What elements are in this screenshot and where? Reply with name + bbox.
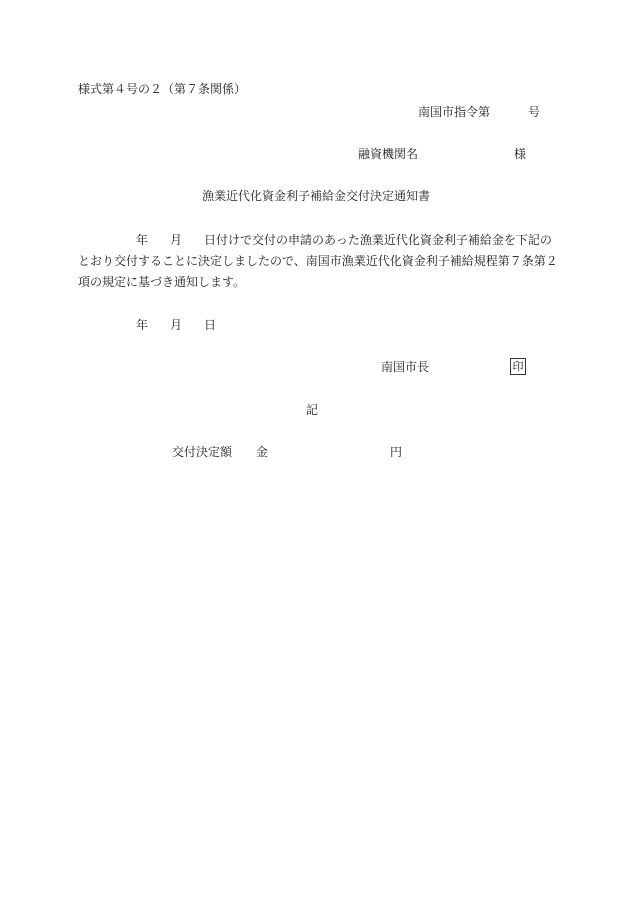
form-number-label: 様式第４号の２（第７条関係） (78, 82, 247, 96)
signatory-title: 南国市長 (381, 360, 430, 374)
notice-number-suffix: 号 (528, 105, 541, 119)
issue-year: 年 (136, 318, 149, 332)
seal-box: 印 (510, 358, 526, 375)
ki-heading: 記 (306, 403, 319, 417)
body-month: 月 (170, 233, 183, 247)
amount-label: 交付決定額 (172, 445, 233, 459)
notice-number-prefix: 南国市指令第 (418, 105, 491, 119)
body-line-3: 項の規定に基づき通知します。 (78, 275, 246, 289)
body-line-1 (136, 233, 552, 247)
document-title: 漁業近代化資金利子補給金交付決定通知書 (202, 189, 431, 203)
issue-date (136, 318, 216, 332)
body-line-2: とおり交付することに決定しましたので、南国市漁業近代化資金利子補給規程第７条第２ (78, 254, 558, 268)
recipient-honorific: 様 (514, 147, 527, 161)
recipient-name: 融資機関名 (358, 147, 419, 161)
amount-unit: 円 (390, 445, 403, 459)
notice-number (418, 105, 540, 119)
body-year: 年 (136, 233, 149, 247)
issue-day: 日 (204, 318, 217, 332)
amount-row (172, 445, 402, 459)
recipient-line (358, 147, 526, 161)
issue-month: 月 (170, 318, 183, 332)
amount-kin: 金 (256, 445, 269, 459)
body-text-start: 日付けで交付の申請のあった漁業近代化資金利子補給金を下記の (204, 233, 552, 247)
